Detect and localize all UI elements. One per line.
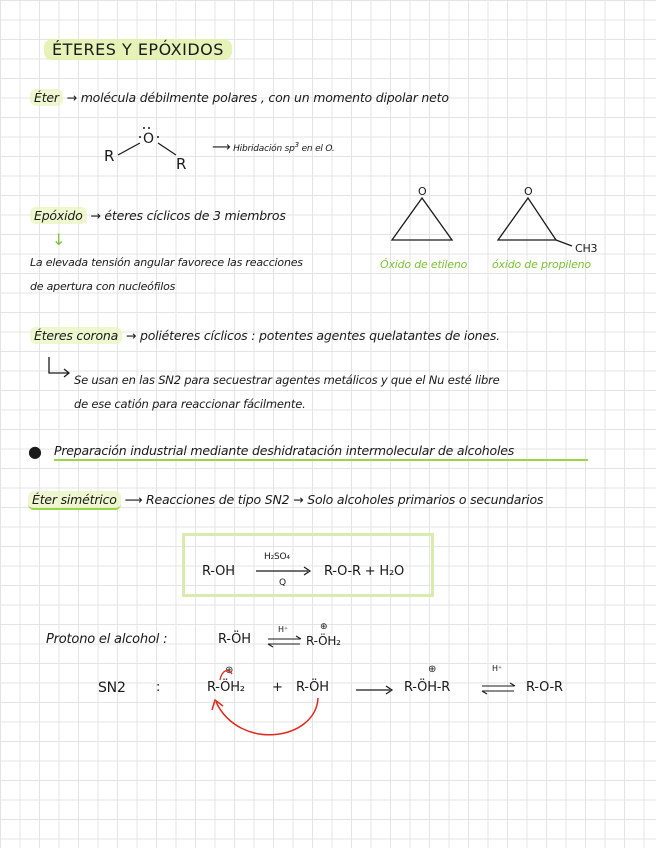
eter-definition: [30, 90, 449, 105]
sn2-reactant1: R-ÖH₂: [207, 680, 245, 695]
boxed-reactant: R-OH: [202, 564, 235, 579]
ether-oxygen: O: [143, 131, 154, 147]
eter-simetrico-reactions: Reacciones de tipo SN2: [146, 492, 290, 507]
sn2-intermediate: R-ÖH-R: [404, 680, 451, 695]
arrow-icon: ⟶: [124, 492, 143, 507]
reaction-arrow-icon: [254, 566, 314, 576]
epoxido-note-line1: La elevada tensión angular favorece las reacciones: [30, 256, 303, 269]
epoxido-note-line2: de apertura con nucleófilos: [30, 280, 176, 293]
protonation-label: Protono el alcohol :: [46, 632, 168, 647]
ether-bonds-drawing: [100, 125, 200, 170]
eteres-corona-term: Éteres corona: [30, 327, 122, 344]
arrow-icon: →: [66, 90, 77, 105]
ether-r-left: R: [104, 147, 115, 165]
down-arrow-icon: ↓: [52, 230, 66, 249]
sn2-charge-1: ⊕: [225, 665, 234, 676]
eter-simetrico-alcohols: Solo alcoholes primarios o secundarios: [307, 492, 544, 507]
section-heading: Preparación industrial mediante deshidratación intermolecular de alcoholes: [54, 443, 588, 461]
arrow-icon: →: [125, 328, 137, 343]
arrow-icon: →: [90, 208, 101, 223]
boxed-reagent-bottom: Q: [279, 578, 286, 588]
eteres-corona-note-line1: Se usan en las SN2 para secuestrar agentes metálicos y que el Nu esté libre: [74, 373, 500, 387]
hybridization-text: Hibridación sp: [233, 144, 295, 154]
sn2-colon: :: [156, 680, 161, 695]
eter-simetrico-line: [28, 492, 543, 507]
epoxido-definition: [30, 208, 286, 223]
eter-term: Éter: [30, 89, 63, 106]
page-title-text: ÉTERES Y EPÓXIDOS: [44, 39, 232, 60]
sn2-product: R-O-R: [526, 680, 563, 695]
mechanism-curved-arrow-icon: [200, 660, 340, 750]
hybridization-sup: 3: [294, 141, 299, 149]
epoxide-oxygen-2: O: [524, 185, 533, 198]
label-propylene-oxide: óxido de propileno: [492, 258, 591, 271]
epoxide-oxygen-1: O: [418, 185, 427, 198]
hybridization-suffix: en el O.: [298, 144, 335, 154]
protonation-catalyst: H⁺: [278, 625, 288, 634]
equilibrium-arrow-icon: [266, 636, 306, 648]
arrow-icon: →: [293, 492, 304, 507]
eteres-corona-note-line2: de ese catión para reaccionar fácilmente.: [74, 397, 306, 411]
eter-simetrico-term: Éter simétrico: [28, 491, 121, 510]
ether-r-right: R: [176, 155, 187, 173]
eter-definition-text: molécula débilmente polares , con un momento dipolar neto: [80, 90, 449, 105]
boxed-reagent-top: H₂SO₄: [264, 552, 290, 562]
sn2-equilibrium-arrow-icon: [480, 683, 520, 695]
sn2-label: SN2: [98, 680, 126, 696]
protonation-product: R-ÖH₂: [306, 634, 341, 648]
hook-arrow-icon: [46, 355, 76, 385]
bullet-icon: ●: [28, 442, 42, 461]
epoxido-term: Epóxido: [30, 207, 87, 224]
protonation-reactant: R-ÖH: [218, 632, 251, 647]
sn2-arrow-icon: [354, 684, 396, 696]
sn2-plus: +: [272, 680, 283, 695]
page-title: [44, 40, 232, 59]
hybridization-note: [212, 140, 335, 155]
methyl-group: CH3: [575, 242, 598, 255]
boxed-product: R-O-R + H₂O: [324, 564, 405, 579]
epoxido-definition-text: éteres cíclicos de 3 miembros: [104, 208, 286, 223]
eteres-corona-text: poliéteres cíclicos : potentes agentes quelatantes de iones.: [139, 328, 500, 343]
sn2-catalyst: H⁺: [492, 664, 502, 673]
arrow-icon: ⟶: [212, 140, 231, 155]
sn2-charge-2: ⊕: [428, 664, 437, 675]
protonation-charge: ⊕: [320, 622, 328, 632]
label-ethylene-oxide: Óxido de etileno: [380, 258, 468, 271]
eteres-corona-definition: [30, 328, 500, 343]
sn2-reactant2: R-ÖH: [296, 680, 329, 695]
